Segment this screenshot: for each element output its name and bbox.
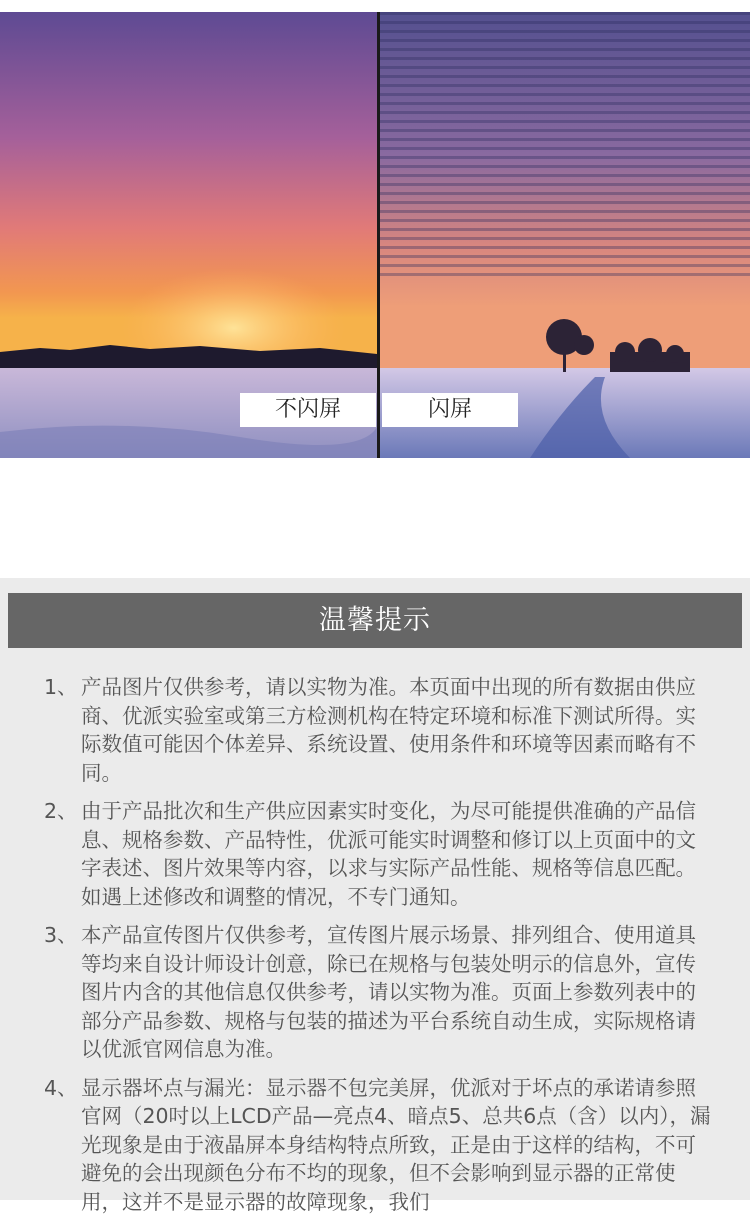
notice-item-text: 产品图片仅供参考，请以实物为准。本页面中出现的所有数据由供应商、优派实验室或第三方检测机构在特定环境和标准下测试所得。实际数值可能因个体差异、系统设置、使用条件和环境等因素而略有不同。 [81,675,696,785]
notice-item-text: 本产品宣传图片仅供参考，宣传图片展示场景、排列组合、使用道具等均来自设计师设计创意，除已在规格与包装处明示的信息外，宣传图片内含的其他信息仅供参考，请以实物为准。页面上参数列表中的部分产品参数、规格与包装的描述为平台系统自动生成，实际规格请以优派官网信息为准。 [81,923,696,1061]
warm-tips-list [0,673,750,1226]
notice-item [0,1074,750,1217]
notice-item-text: 显示器坏点与漏光：显示器不包完美屏，优派对于坏点的承诺请参照官网（20吋以上LCD产品—亮点4、暗点5、总共6点（含）以内），漏光现象是由于液晶屏本身结构特点所致，正是由于这样的结构，不可避免的会出现颜色分布不均的现象，但不会影响到显示器的正常使用，这并不是显示器的故障现象，我们 [81,1075,711,1214]
no-flicker-label: 不闪屏 [240,393,376,427]
notice-item-text: 由于产品批次和生产供应因素实时变化，为尽可能提供准确的产品信息、规格参数、产品特性，优派可能实时调整和修订以上页面中的文字表述、图片效果等内容，以求与实际产品性能、规格等信息匹配。如遇上述修改和调整的情况，不专门通知。 [81,799,696,909]
notice-item-number: 3、 [44,923,78,947]
notice-item [0,921,750,1064]
notice-item-number: 1、 [44,675,78,699]
flicker-scene-image [380,12,750,458]
no-flicker-scene-image [0,12,377,458]
screen-comparison-image [0,12,750,458]
warm-tips-section [0,578,750,1214]
flicker-label: 闪屏 [382,393,518,427]
notice-item-number: 2、 [44,799,78,823]
notice-item [0,797,750,911]
notice-item [0,673,750,787]
notice-item-number: 4、 [44,1075,78,1100]
warm-tips-title: 温馨提示 [8,593,742,648]
